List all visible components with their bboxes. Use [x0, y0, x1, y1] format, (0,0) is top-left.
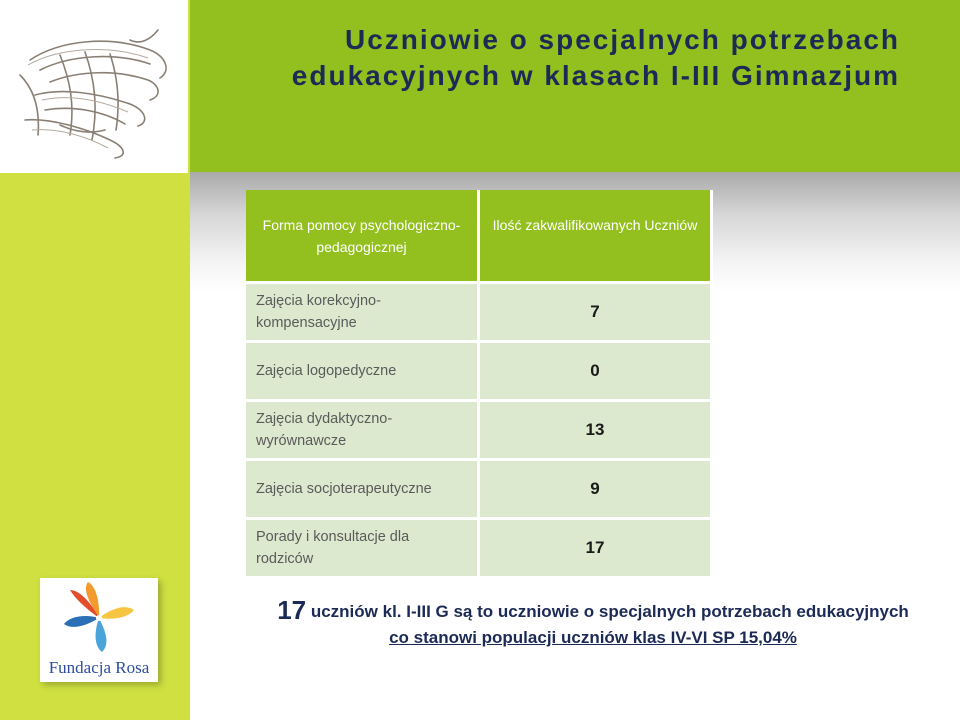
table-row	[246, 284, 713, 343]
row-label: Zajęcia korekcyjno-kompensacyjne	[246, 284, 480, 343]
support-table	[246, 190, 713, 579]
row-label: Porady i konsultacje dla rodziców	[246, 520, 480, 579]
logo-caption: Fundacja Rosa	[48, 658, 150, 677]
row-value: 17	[480, 520, 713, 579]
slide-title-line2: edukacyjnych w klasach I-III Gimnazjum	[291, 60, 900, 91]
header-form: Forma pomocy psychologiczno-pedagogicznej	[246, 190, 480, 284]
row-value: 13	[480, 402, 713, 461]
header-count: Ilość zakwalifikowanych Uczniów	[480, 190, 713, 284]
row-value: 0	[480, 343, 713, 402]
table-row	[246, 461, 713, 520]
row-value: 7	[480, 284, 713, 343]
hands-illustration-icon	[0, 0, 186, 170]
fundacja-rosa-logo	[40, 578, 158, 682]
table-row	[246, 402, 713, 461]
slide-title	[240, 22, 900, 94]
row-label: Zajęcia socjoterapeutyczne	[246, 461, 480, 520]
summary-line1	[228, 596, 958, 626]
row-label: Zajęcia logopedyczne	[246, 343, 480, 402]
slide-title-line1: Uczniowie o specjalnych potrzebach	[344, 24, 900, 55]
row-label: Zajęcia dydaktyczno-wyrównawcze	[246, 402, 480, 461]
table-header-row	[246, 190, 713, 284]
row-value: 9	[480, 461, 713, 520]
hands-logo	[0, 0, 190, 175]
summary-line1-text: uczniów kl. I-III G są to uczniowie o specjalnych potrzebach edukacyjnych	[306, 602, 909, 621]
summary-line2	[228, 626, 958, 650]
table-row	[246, 520, 713, 579]
summary-line2-text: co stanowi populacji uczniów klas IV-VI SP 15,04%	[389, 628, 797, 647]
rosa-flower-logo-icon	[40, 578, 158, 658]
summary-text	[228, 596, 958, 650]
summary-count: 17	[277, 595, 307, 625]
table-row	[246, 343, 713, 402]
